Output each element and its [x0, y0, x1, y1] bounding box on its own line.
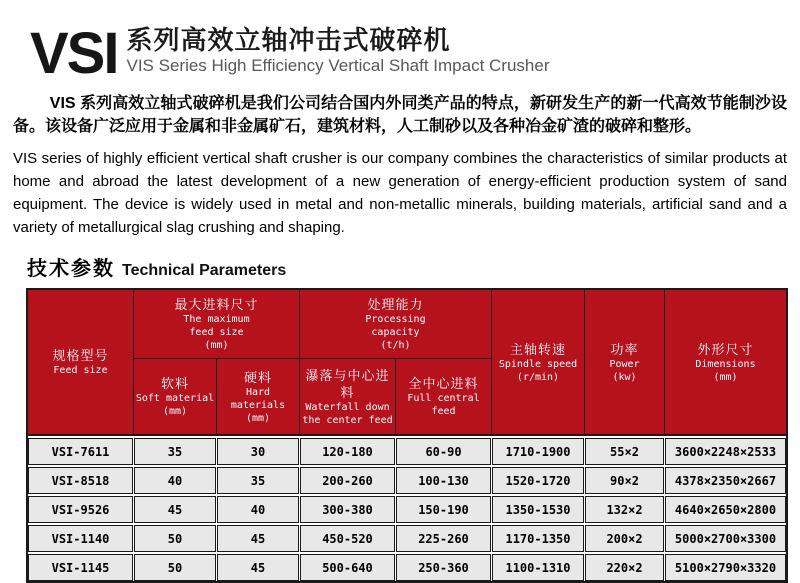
- cell-power: 90×2: [585, 467, 664, 494]
- brand-header: [30, 21, 800, 86]
- header-waterfall-feed: 瀑落与中心进料 Waterfall down the center feed: [300, 359, 395, 434]
- table-row: [28, 467, 786, 494]
- cell-spindle: 1710-1900: [492, 438, 584, 465]
- cell-central: 225-260: [396, 525, 491, 552]
- product-title-en: VIS Series High Efficiency Vertical Shaft Impact Crusher: [126, 56, 550, 75]
- cell-spindle: 1520-1720: [492, 467, 584, 494]
- cell-soft: 50: [134, 554, 216, 581]
- header-power: 功率 Power (kw): [585, 290, 664, 434]
- header-dimensions: 外形尺寸 Dimensions (mm): [665, 290, 786, 434]
- cell-waterfall: 500-640: [300, 554, 395, 581]
- section-title-zh: 技术参数: [27, 258, 115, 280]
- cell-spindle: 1100-1310: [492, 554, 584, 581]
- cell-hard: 35: [217, 467, 299, 494]
- cell-hard: 30: [217, 438, 299, 465]
- table-row: [28, 525, 786, 552]
- cell-dims: 3600×2248×2533: [665, 438, 786, 465]
- cell-central: 150-190: [396, 496, 491, 523]
- header-hard-material: 硬料 Hard materials (mm): [217, 359, 299, 434]
- intro-paragraph-zh: VIS 系列高效立轴式破碎机是我们公司结合国内外同类产品的特点，新研发生产的新一代高效节能制沙设备。该设备广泛应用于金属和非金属矿石，建筑材料，人工制砂以及各种冶金矿渣的破碎和整形。: [13, 95, 787, 135]
- cell-central: 250-360: [396, 554, 491, 581]
- header-max-feed-size: 最大进料尺寸 The maximum feed size (mm): [134, 290, 299, 358]
- intro-paragraph-en: VIS series of highly efficient vertical shaft crusher is our company combines the characteristics of similar products at home and abroad the latest development of a new generation of energy-efficient production system of sand equipment. The device is widely used in metal and non-metallic minerals, building materials, artificial sand and a variety of metallurgical slag crushing and shaping.: [13, 150, 787, 236]
- cell-soft: 35: [134, 438, 216, 465]
- cell-waterfall: 300-380: [300, 496, 395, 523]
- cell-model: VSI-8518: [28, 467, 133, 494]
- cell-central: 60-90: [396, 438, 491, 465]
- cell-waterfall: 200-260: [300, 467, 395, 494]
- cell-model: VSI-9526: [28, 496, 133, 523]
- cell-power: 132×2: [585, 496, 664, 523]
- cell-power: 55×2: [585, 438, 664, 465]
- table-body: [28, 438, 786, 581]
- cell-hard: 40: [217, 496, 299, 523]
- cell-power: 220×2: [585, 554, 664, 581]
- cell-soft: 40: [134, 467, 216, 494]
- cell-waterfall: 120-180: [300, 438, 395, 465]
- cell-power: 200×2: [585, 525, 664, 552]
- brand-logo: VSI: [30, 21, 118, 86]
- header-spindle-speed: 主轴转速 Spindle speed (r/min): [492, 290, 584, 434]
- cell-model: VSI-1140: [28, 525, 133, 552]
- cell-dims: 4640×2650×2800: [665, 496, 786, 523]
- brand-titles: [127, 26, 550, 77]
- table-row: [28, 438, 786, 465]
- header-model: 规格型号 Feed size: [28, 290, 133, 434]
- cell-waterfall: 450-520: [300, 525, 395, 552]
- product-title-zh: 系列高效立轴冲击式破碎机: [126, 25, 451, 55]
- cell-model: VSI-7611: [28, 438, 133, 465]
- table-header: [28, 290, 786, 436]
- header-processing-capacity: 处理能力 Processing capacity (t/h): [300, 290, 491, 358]
- cell-spindle: 1170-1350: [492, 525, 584, 552]
- cell-hard: 45: [217, 525, 299, 552]
- table-row: [28, 554, 786, 581]
- cell-central: 100-130: [396, 467, 491, 494]
- cell-dims: 4378×2350×2667: [665, 467, 786, 494]
- cell-model: VSI-1145: [28, 554, 133, 581]
- cell-soft: 45: [134, 496, 216, 523]
- cell-spindle: 1350-1530: [492, 496, 584, 523]
- section-title-en: Technical Parameters: [122, 262, 287, 279]
- section-title: [27, 252, 800, 281]
- technical-parameters-table: [26, 288, 788, 583]
- cell-dims: 5000×2700×3300: [665, 525, 786, 552]
- cell-soft: 50: [134, 525, 216, 552]
- header-central-feed: 全中心进料 Full central feed: [396, 359, 491, 434]
- cell-dims: 5100×2790×3320: [665, 554, 786, 581]
- cell-hard: 45: [217, 554, 299, 581]
- table-row: [28, 496, 786, 523]
- header-soft-material: 软料 Soft material (mm): [134, 359, 216, 434]
